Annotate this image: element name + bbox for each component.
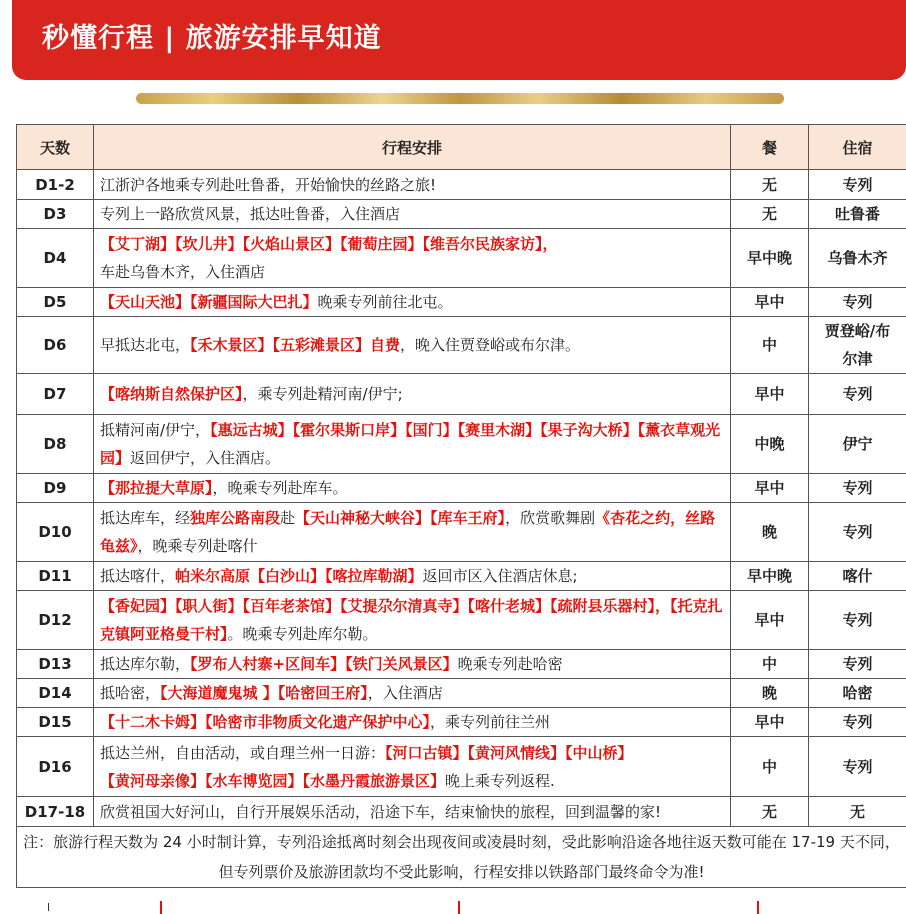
attraction-text: 【惠远古城】【霍尔果斯口岸】【国门】【赛里木湖】【果子沟大桥】【薰衣草观光园】 — [100, 421, 721, 467]
table-row — [17, 503, 906, 562]
table-row — [17, 591, 906, 650]
day-cell: D3 — [17, 200, 94, 229]
meal-cell: 中晚 — [731, 415, 809, 474]
meal-cell: 早中 — [731, 474, 809, 503]
stay-cell: 专列 — [809, 474, 906, 503]
attraction-text: 【天山天池】【新疆国际大巴扎】 — [100, 293, 318, 311]
meal-cell: 早中 — [731, 288, 809, 317]
day-cell: D17-18 — [17, 797, 94, 827]
plan-text: 早抵达北屯， — [100, 336, 191, 354]
plan-cell — [94, 562, 731, 591]
page-title: 秒懂行程 | 旅游安排早知道 — [42, 23, 382, 54]
meal-cell: 中 — [731, 737, 809, 797]
plan-cell — [94, 737, 731, 797]
plan-text: ，入住酒店 — [367, 684, 443, 702]
day-cell: D1-2 — [17, 170, 94, 200]
day-cell: D4 — [17, 229, 94, 288]
plan-cell — [94, 679, 731, 708]
stay-cell: 哈密 — [809, 679, 906, 708]
attraction-text: 【禾木景区】【五彩滩景区】自费 — [190, 336, 401, 354]
meal-cell: 晚 — [731, 503, 809, 562]
stay-cell: 吐鲁番 — [809, 200, 906, 229]
page-mark — [48, 903, 49, 911]
plan-text: 车赴乌鲁木齐，入住酒店 — [100, 263, 266, 281]
attraction-text: 【罗布人村寨+区间车】【铁门关风景区】 — [190, 655, 458, 673]
day-cell: D5 — [17, 288, 94, 317]
plan-text: ，乘专列前往兰州 — [430, 713, 551, 731]
plan-cell — [94, 415, 731, 474]
page-tick — [757, 901, 759, 914]
meal-cell: 早中晚 — [731, 562, 809, 591]
table-row — [17, 737, 906, 797]
plan-text: ，晚乘专列赴喀什 — [137, 537, 258, 555]
plan-text: 抵哈密， — [100, 684, 161, 702]
table-row — [17, 288, 906, 317]
meal-cell: 早中 — [731, 374, 809, 415]
table-row — [17, 415, 906, 474]
plan-text: 返回市区入住酒店休息; — [422, 567, 578, 585]
meal-cell: 中 — [731, 317, 809, 374]
plan-cell — [94, 797, 731, 827]
day-cell: D16 — [17, 737, 94, 797]
meal-cell: 晚 — [731, 679, 809, 708]
plan-text: 抵达兰州，自由活动，或自理兰州一日游： — [100, 743, 386, 762]
plan-text: 赴 — [280, 509, 296, 527]
plan-text: ，乘专列赴精河南/伊宁; — [242, 385, 403, 403]
plan-cell — [94, 503, 731, 562]
day-cell: D8 — [17, 415, 94, 474]
page-tick — [160, 901, 162, 914]
stay-cell: 贾登峪/布尔津 — [809, 317, 906, 374]
plan-text: ，晚入住贾登峪或布尔津。 — [400, 336, 581, 354]
itinerary-table — [16, 124, 906, 888]
meal-cell: 无 — [731, 200, 809, 229]
attraction-text: 【黄河母亲像】【水车博览园】【水墨丹霞旅游景区】 — [100, 771, 446, 790]
plan-text: 江浙沪各地乘专列赴吐鲁番，开始愉快的丝路之旅! — [100, 175, 437, 194]
plan-cell — [94, 170, 731, 200]
stay-cell: 伊宁 — [809, 415, 906, 474]
day-cell: D11 — [17, 562, 94, 591]
note-row — [17, 827, 906, 888]
day-cell: D6 — [17, 317, 94, 374]
plan-text: 晚乘专列前往北屯。 — [317, 293, 453, 311]
plan-text: 抵精河南/伊宁， — [100, 421, 211, 439]
stay-cell: 专列 — [809, 503, 906, 562]
stay-cell: 乌鲁木齐 — [809, 229, 906, 288]
plan-cell — [94, 650, 731, 679]
plan-text: 返回伊宁，入住酒店。 — [130, 449, 281, 467]
table-row — [17, 474, 906, 503]
plan-text: 。晚乘专列赴库尔勒。 — [227, 625, 378, 643]
stay-cell: 喀什 — [809, 562, 906, 591]
day-cell: D10 — [17, 503, 94, 562]
attraction-text: 【喀纳斯自然保护区】 — [100, 385, 243, 403]
table-row — [17, 562, 906, 591]
column-header-plan: 行程安排 — [94, 125, 731, 170]
attraction-text: 【河口古镇】【黄河风情线】【中山桥】 — [385, 743, 633, 762]
table-row — [17, 374, 906, 415]
plan-text: 抵达库尔勒， — [100, 655, 191, 673]
day-cell: D13 — [17, 650, 94, 679]
plan-cell — [94, 708, 731, 737]
attraction-text: 【天山神秘大峡谷】【库车王府】 — [295, 509, 506, 527]
meal-cell: 无 — [731, 797, 809, 827]
table-row — [17, 679, 906, 708]
stay-cell: 专列 — [809, 288, 906, 317]
title-banner — [12, 0, 906, 80]
column-header-day: 天数 — [17, 125, 94, 170]
plan-cell — [94, 474, 731, 503]
meal-cell: 早中 — [731, 591, 809, 650]
meal-cell: 中 — [731, 650, 809, 679]
plan-text: 欣赏祖国大好河山，自行开展娱乐活动，沿途下车，结束愉快的旅程，回到温馨的家! — [100, 802, 662, 821]
table-row — [17, 797, 906, 827]
attraction-text: 独库公路南段 — [190, 509, 281, 527]
plan-text: 晚上乘专列返程. — [445, 771, 555, 790]
plan-text: 抵达库车，经 — [100, 509, 191, 527]
plan-text: ，欣赏歌舞剧 — [505, 509, 596, 527]
plan-text: ，晚乘专列赴库车。 — [212, 479, 348, 497]
plan-text: 晚乘专列赴哈密 — [457, 655, 563, 673]
meal-cell: 无 — [731, 170, 809, 200]
table-row — [17, 650, 906, 679]
stay-cell: 专列 — [809, 708, 906, 737]
day-cell: D12 — [17, 591, 94, 650]
stay-cell: 专列 — [809, 650, 906, 679]
table-row — [17, 229, 906, 288]
gold-divider — [136, 93, 784, 104]
day-cell: D9 — [17, 474, 94, 503]
plan-cell — [94, 200, 731, 229]
plan-text: 专列上一路欣赏风景，抵达吐鲁番，入住酒店 — [100, 205, 401, 223]
attraction-text: 【艾丁湖】【坎儿井】【火焰山景区】【葡萄庄园】【维吾尔民族家访】， — [100, 235, 558, 253]
page-tick — [458, 901, 460, 914]
plan-cell — [94, 317, 731, 374]
attraction-text: 【十二木卡姆】【哈密市非物质文化遗产保护中心】 — [100, 713, 431, 731]
column-header-stay: 住宿 — [809, 125, 906, 170]
attraction-text: 【那拉提大草原】 — [100, 479, 213, 497]
note-text: 注：旅游行程天数为 24 小时制计算，专列沿途抵离时刻会出现夜间或凌晨时刻，受此影响沿途各地往返天数可能在 17-19 天不同，但专列票价及旅游团款均不受此影响，行程安排以铁路部门最终命令为准! — [17, 827, 906, 888]
stay-cell: 专列 — [809, 374, 906, 415]
attraction-text: 帕米尔高原【白沙山】【喀拉库勒湖】 — [175, 567, 423, 585]
table-row — [17, 317, 906, 374]
stay-cell: 专列 — [809, 737, 906, 797]
meal-cell: 早中晚 — [731, 229, 809, 288]
day-cell: D15 — [17, 708, 94, 737]
attraction-text: 【大海道魔鬼城 】【哈密回王府】 — [160, 684, 368, 702]
attraction-text: 《杏花之约，丝路龟兹》 — [100, 509, 716, 555]
table-row — [17, 708, 906, 737]
stay-cell: 专列 — [809, 170, 906, 200]
plan-text: 抵达喀什， — [100, 567, 176, 585]
plan-cell — [94, 374, 731, 415]
attraction-text: 【香妃园】【职人街】【百年老茶馆】【艾提尕尔清真寺】【喀什老城】【疏附县乐器村】，【托克扎克镇阿亚格曼干村】 — [100, 597, 723, 643]
day-cell: D7 — [17, 374, 94, 415]
table-header-row — [17, 125, 906, 170]
meal-cell: 早中 — [731, 708, 809, 737]
plan-cell — [94, 229, 731, 288]
stay-cell: 专列 — [809, 591, 906, 650]
day-cell: D14 — [17, 679, 94, 708]
plan-cell — [94, 288, 731, 317]
table-row — [17, 200, 906, 229]
stay-cell: 无 — [809, 797, 906, 827]
table-row — [17, 170, 906, 200]
column-header-meal: 餐 — [731, 125, 809, 170]
plan-cell — [94, 591, 731, 650]
